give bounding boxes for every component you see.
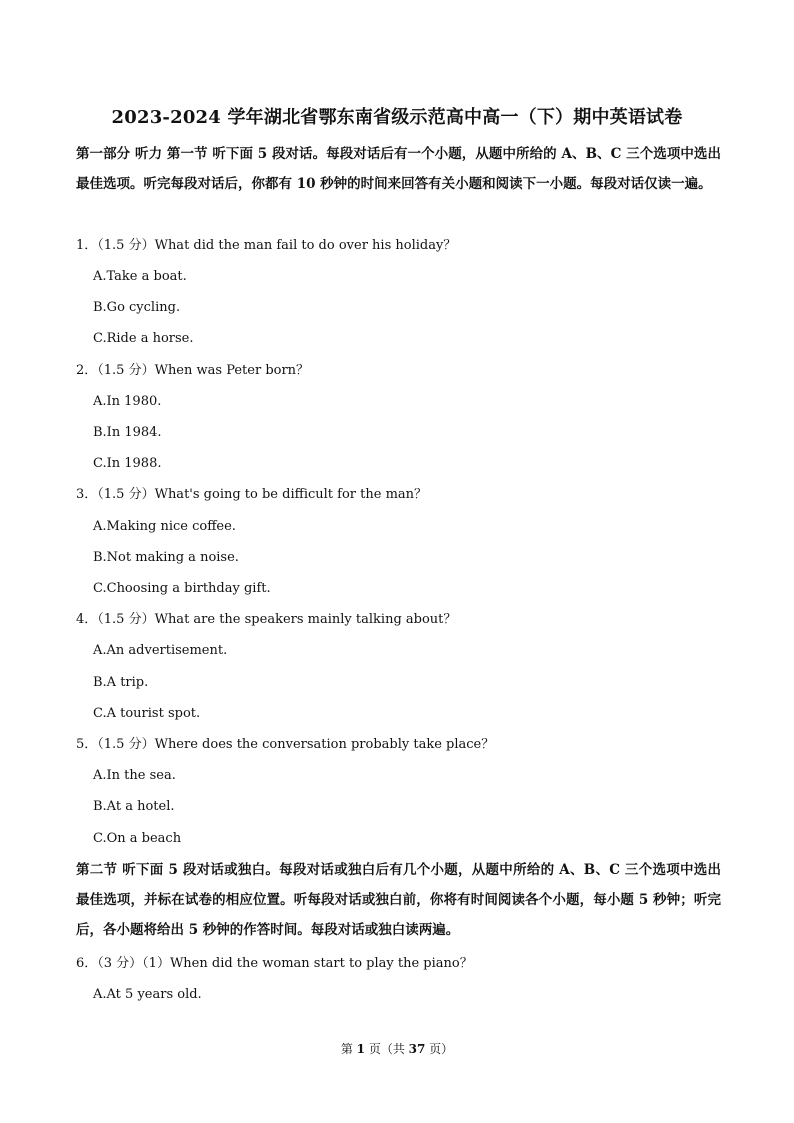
question-5-option-b[interactable]: B.At a hotel. (93, 799, 175, 814)
question-6-option-a[interactable]: A.At 5 years old. (93, 987, 202, 1002)
question-2-option-b[interactable]: B.In 1984. (93, 425, 162, 440)
question-2-option-c[interactable]: C.In 1988. (93, 456, 162, 471)
question-5-stem: 5．（1.5 分）Where does the conversation probably take place？ (76, 737, 495, 752)
question-4-option-b[interactable]: B.A trip. (93, 675, 149, 690)
question-3-option-b[interactable]: B.Not making a noise. (93, 550, 239, 565)
question-3-option-c[interactable]: C.Choosing a birthday gift. (93, 581, 271, 596)
question-3-stem: 3．（1.5 分）What's going to be difficult for the man？ (76, 487, 428, 502)
question-1-stem: 1．（1.5 分）What did the man fail to do over his holiday？ (76, 238, 457, 253)
page-title: 2023-2024 学年湖北省鄂东南省级示范高中高一（下）期中英语试卷 (111, 107, 683, 128)
question-1-option-c[interactable]: C.Ride a horse. (93, 331, 194, 346)
question-4-stem: 4．（1.5 分）What are the speakers mainly talking about？ (76, 612, 457, 627)
question-5-option-c[interactable]: C.On a beach (93, 831, 182, 846)
question-4-option-a[interactable]: A.An advertisement. (93, 643, 228, 658)
question-4-option-c[interactable]: C.A tourist spot. (93, 706, 201, 721)
question-1-option-a[interactable]: A.Take a boat. (93, 269, 187, 284)
footer-prefix: 第 (340, 1042, 357, 1056)
part1-instructions: 第一部分 听力 第一节 听下面 5 段对话。每段对话后有一个小题，从题中所给的 A、B、C 三个选项中选出最佳选项。听完每段对话后，你都有 10 秒钟的时间来回答有关小题和阅读下一小题。每段对话仅读一遍。 (76, 146, 721, 192)
footer-middle: 页（共 (365, 1042, 409, 1056)
question-5-option-a[interactable]: A.In the sea. (93, 768, 176, 783)
footer-total-pages: 37 (408, 1042, 426, 1056)
part2-instructions: 第二节 听下面 5 段对话或独白。每段对话或独白后有几个小题，从题中所给的 A、B、C 三个选项中选出最佳选项，并标在试卷的相应位置。听每段对话或独白前，你将有时间阅读各个小题，每小题 5 秒钟；听完后，各小题将给出 5 秒钟的作答时间。每段对话或独白读两遍。 (76, 862, 721, 938)
question-2-stem: 2．（1.5 分）When was Peter born？ (76, 363, 310, 378)
footer-page-number: 1 (356, 1042, 365, 1056)
question-3-option-a[interactable]: A.Making nice coffee. (93, 519, 236, 534)
question-1-option-b[interactable]: B.Go cycling. (93, 300, 181, 315)
question-6-stem: 6．（3 分）（1）When did the woman start to play the piano？ (76, 956, 473, 971)
page-footer (0, 1040, 794, 1057)
question-2-option-a[interactable]: A.In 1980. (93, 394, 162, 409)
footer-suffix: 页） (425, 1042, 454, 1056)
